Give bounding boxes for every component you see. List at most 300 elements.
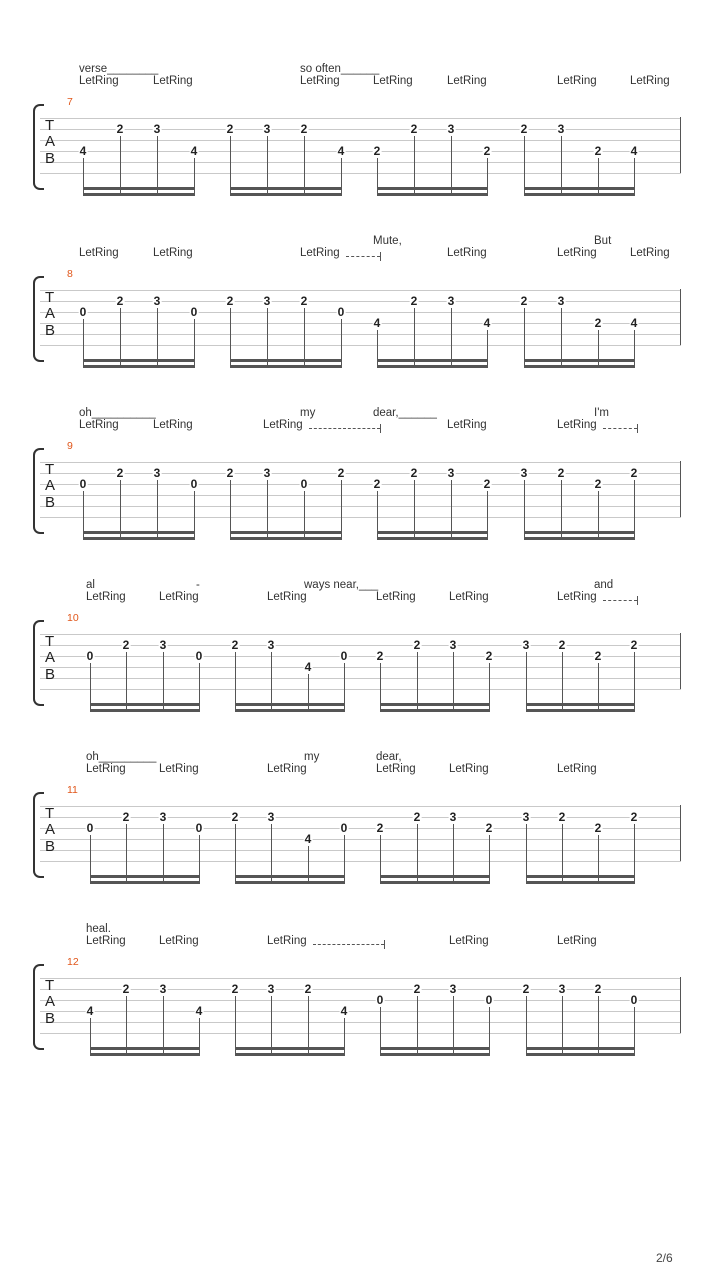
tab-clef-b: B xyxy=(45,322,56,339)
lyric-text: verse________ xyxy=(79,63,159,75)
note-stem xyxy=(451,136,452,196)
fret-number: 2 xyxy=(231,638,239,652)
fret-number: 2 xyxy=(630,638,638,652)
beam xyxy=(377,193,488,196)
note-stem xyxy=(230,480,231,540)
beam xyxy=(380,703,490,706)
measure-number: 12 xyxy=(67,956,79,968)
note-stem xyxy=(487,491,488,540)
staff-string-line xyxy=(40,312,681,313)
note-stem xyxy=(83,491,84,540)
note-stem xyxy=(90,1018,91,1056)
beam xyxy=(235,703,345,706)
fret-number: 3 xyxy=(522,638,530,652)
tab-clef-b: B xyxy=(45,838,56,855)
note-stem xyxy=(598,996,599,1056)
fret-number: 2 xyxy=(122,982,130,996)
fret-number: 4 xyxy=(190,144,198,158)
fret-number: 0 xyxy=(190,477,198,491)
note-stem xyxy=(163,824,164,884)
beam xyxy=(377,187,488,190)
fret-number: 4 xyxy=(195,1004,203,1018)
let-ring-label: LetRing xyxy=(449,763,489,775)
fret-number: 2 xyxy=(413,810,421,824)
tab-clef-t: T xyxy=(45,977,55,994)
bar-line xyxy=(680,977,681,1033)
beam xyxy=(380,1047,490,1050)
fret-number: 0 xyxy=(340,649,348,663)
fret-number: 2 xyxy=(485,821,493,835)
fret-number: 4 xyxy=(483,316,491,330)
note-stem xyxy=(377,491,378,540)
fret-number: 3 xyxy=(449,638,457,652)
let-ring-label: LetRing xyxy=(300,247,340,259)
note-stem xyxy=(414,480,415,540)
fret-number: 2 xyxy=(410,122,418,136)
note-stem xyxy=(341,158,342,196)
staff-string-line xyxy=(40,634,681,635)
measure-number: 8 xyxy=(67,268,73,280)
fret-number: 4 xyxy=(373,316,381,330)
beam xyxy=(90,703,200,706)
fret-number: 3 xyxy=(449,982,457,996)
fret-number: 3 xyxy=(263,122,271,136)
fret-number: 3 xyxy=(267,810,275,824)
note-stem xyxy=(235,652,236,712)
note-stem xyxy=(267,480,268,540)
fret-number: 4 xyxy=(630,144,638,158)
tab-clef-b: B xyxy=(45,150,56,167)
let-ring-label: LetRing xyxy=(153,419,193,431)
fret-number: 0 xyxy=(195,821,203,835)
fret-number: 2 xyxy=(116,122,124,136)
fret-number: 0 xyxy=(300,477,308,491)
fret-number: 3 xyxy=(447,466,455,480)
fret-number: 2 xyxy=(520,294,528,308)
let-ring-extension-line xyxy=(603,420,637,429)
staff-string-line xyxy=(40,817,681,818)
fret-number: 4 xyxy=(304,660,312,674)
fret-number: 0 xyxy=(630,993,638,1007)
note-stem xyxy=(524,308,525,368)
staff-bracket xyxy=(33,104,44,190)
fret-number: 4 xyxy=(630,316,638,330)
fret-number: 2 xyxy=(122,638,130,652)
measure-number: 10 xyxy=(67,612,79,624)
beam xyxy=(377,531,488,534)
note-stem xyxy=(120,136,121,196)
let-ring-label: LetRing xyxy=(557,591,597,603)
note-stem xyxy=(526,996,527,1056)
let-ring-label: LetRing xyxy=(79,419,119,431)
note-stem xyxy=(598,835,599,884)
let-ring-label: LetRing xyxy=(376,763,416,775)
beam xyxy=(83,537,195,540)
note-stem xyxy=(598,330,599,368)
note-stem xyxy=(126,996,127,1056)
fret-number: 2 xyxy=(300,294,308,308)
fret-number: 0 xyxy=(79,305,87,319)
lyric-text: and xyxy=(594,579,614,591)
fret-number: 2 xyxy=(413,638,421,652)
note-stem xyxy=(487,330,488,368)
note-stem xyxy=(83,319,84,368)
staff-string-line xyxy=(40,301,681,302)
staff-string-line xyxy=(40,506,681,507)
note-stem xyxy=(453,652,454,712)
let-ring-label: LetRing xyxy=(159,935,199,947)
fret-number: 0 xyxy=(190,305,198,319)
beam xyxy=(230,537,342,540)
tab-clef-a: A xyxy=(45,133,56,150)
tab-clef-a: A xyxy=(45,993,56,1010)
note-stem xyxy=(126,824,127,884)
note-stem xyxy=(120,480,121,540)
fret-number: 2 xyxy=(485,649,493,663)
note-stem xyxy=(380,835,381,884)
let-ring-extension-line xyxy=(313,936,384,945)
note-stem xyxy=(83,158,84,196)
note-stem xyxy=(308,674,309,712)
fret-number: 2 xyxy=(226,294,234,308)
note-stem xyxy=(417,652,418,712)
staff-string-line xyxy=(40,118,681,119)
staff-string-line xyxy=(40,1011,681,1012)
tab-clef-t: T xyxy=(45,805,55,822)
note-stem xyxy=(417,996,418,1056)
fret-number: 2 xyxy=(594,144,602,158)
tab-clef-a: A xyxy=(45,649,56,666)
staff-bracket xyxy=(33,964,44,1050)
note-stem xyxy=(308,996,309,1056)
let-ring-extension-line xyxy=(309,420,380,429)
fret-number: 0 xyxy=(86,821,94,835)
note-stem xyxy=(271,996,272,1056)
note-stem xyxy=(157,480,158,540)
lyric-text: ways near,___ xyxy=(304,579,379,591)
tab-system xyxy=(0,751,720,923)
note-stem xyxy=(267,136,268,196)
beam xyxy=(235,881,345,884)
note-stem xyxy=(487,158,488,196)
note-stem xyxy=(199,1018,200,1056)
staff-string-line xyxy=(40,806,681,807)
note-stem xyxy=(634,652,635,712)
fret-number: 3 xyxy=(449,810,457,824)
beam xyxy=(90,1047,200,1050)
staff-string-line xyxy=(40,473,681,474)
let-ring-label: LetRing xyxy=(86,591,126,603)
note-stem xyxy=(598,158,599,196)
fret-number: 3 xyxy=(557,122,565,136)
fret-number: 2 xyxy=(594,477,602,491)
lyric-text: oh__________ xyxy=(79,407,156,419)
staff-string-line xyxy=(40,151,681,152)
staff-string-line xyxy=(40,290,681,291)
lyric-text: I'm xyxy=(594,407,609,419)
bar-line xyxy=(680,117,681,173)
fret-number: 2 xyxy=(594,316,602,330)
fret-number: 3 xyxy=(447,294,455,308)
fret-number: 0 xyxy=(79,477,87,491)
let-ring-label: LetRing xyxy=(557,935,597,947)
tab-system xyxy=(0,407,720,579)
let-ring-label: LetRing xyxy=(267,591,307,603)
lyric-text: my xyxy=(300,407,316,419)
note-stem xyxy=(271,824,272,884)
staff-string-line xyxy=(40,978,681,979)
fret-number: 2 xyxy=(630,810,638,824)
staff-string-line xyxy=(40,484,681,485)
note-stem xyxy=(524,480,525,540)
fret-number: 2 xyxy=(594,821,602,835)
staff-bracket xyxy=(33,620,44,706)
measure-number: 7 xyxy=(67,96,73,108)
staff-string-line xyxy=(40,129,681,130)
let-ring-label: LetRing xyxy=(153,247,193,259)
note-stem xyxy=(561,480,562,540)
let-ring-label: LetRing xyxy=(557,419,597,431)
fret-number: 3 xyxy=(159,810,167,824)
let-ring-label: LetRing xyxy=(557,763,597,775)
tab-clef-t: T xyxy=(45,633,55,650)
beam xyxy=(83,359,195,362)
note-stem xyxy=(194,491,195,540)
beam xyxy=(526,709,635,712)
note-stem xyxy=(380,663,381,712)
fret-number: 4 xyxy=(304,832,312,846)
fret-number: 0 xyxy=(337,305,345,319)
staff-bracket xyxy=(33,276,44,362)
bar-line xyxy=(680,461,681,517)
staff-string-line xyxy=(40,495,681,496)
note-stem xyxy=(414,136,415,196)
let-ring-label: LetRing xyxy=(79,247,119,259)
beam xyxy=(377,365,488,368)
note-stem xyxy=(380,1007,381,1056)
fret-number: 2 xyxy=(594,649,602,663)
note-stem xyxy=(199,835,200,884)
lyric-text: dear,______ xyxy=(373,407,437,419)
note-stem xyxy=(417,824,418,884)
fret-number: 2 xyxy=(630,466,638,480)
tab-clef-a: A xyxy=(45,305,56,322)
beam xyxy=(230,531,342,534)
note-stem xyxy=(157,308,158,368)
staff-string-line xyxy=(40,861,681,862)
note-stem xyxy=(194,158,195,196)
let-ring-label: LetRing xyxy=(267,935,307,947)
beam xyxy=(230,365,342,368)
note-stem xyxy=(194,319,195,368)
staff-string-line xyxy=(40,1000,681,1001)
tab-clef-a: A xyxy=(45,477,56,494)
staff-string-line xyxy=(40,1022,681,1023)
staff-string-line xyxy=(40,334,681,335)
fret-number: 3 xyxy=(520,466,528,480)
staff-string-line xyxy=(40,645,681,646)
lyric-text: al xyxy=(86,579,95,591)
let-ring-label: LetRing xyxy=(159,591,199,603)
note-stem xyxy=(344,835,345,884)
fret-number: 2 xyxy=(337,466,345,480)
fret-number: 3 xyxy=(267,982,275,996)
fret-number: 2 xyxy=(410,466,418,480)
beam xyxy=(83,187,195,190)
note-stem xyxy=(304,308,305,368)
tab-system xyxy=(0,235,720,407)
fret-number: 0 xyxy=(195,649,203,663)
fret-number: 3 xyxy=(153,122,161,136)
tab-system xyxy=(0,923,720,1095)
note-stem xyxy=(235,996,236,1056)
beam xyxy=(90,881,200,884)
note-stem xyxy=(489,663,490,712)
let-ring-label: LetRing xyxy=(557,75,597,87)
beam xyxy=(235,1047,345,1050)
beam xyxy=(235,875,345,878)
beam xyxy=(380,1053,490,1056)
beam xyxy=(90,875,200,878)
note-stem xyxy=(451,480,452,540)
staff-string-line xyxy=(40,323,681,324)
tab-clef-b: B xyxy=(45,666,56,683)
staff-string-line xyxy=(40,689,681,690)
staff-string-line xyxy=(40,517,681,518)
let-ring-label: LetRing xyxy=(86,763,126,775)
beam xyxy=(235,709,345,712)
note-stem xyxy=(634,824,635,884)
note-stem xyxy=(598,491,599,540)
note-stem xyxy=(308,846,309,884)
beam xyxy=(526,881,635,884)
beam xyxy=(90,709,200,712)
note-stem xyxy=(344,663,345,712)
let-ring-label: LetRing xyxy=(267,763,307,775)
note-stem xyxy=(489,835,490,884)
fret-number: 2 xyxy=(558,638,566,652)
note-stem xyxy=(235,824,236,884)
fret-number: 0 xyxy=(485,993,493,1007)
lyric-text: dear, xyxy=(376,751,402,763)
tab-system xyxy=(0,63,720,235)
fret-number: 3 xyxy=(447,122,455,136)
let-ring-extension-line xyxy=(603,592,637,601)
lyric-text: oh_________ xyxy=(86,751,157,763)
fret-number: 2 xyxy=(300,122,308,136)
fret-number: 2 xyxy=(557,466,565,480)
beam xyxy=(90,1053,200,1056)
bar-line xyxy=(680,633,681,689)
let-ring-label: LetRing xyxy=(263,419,303,431)
beam xyxy=(524,531,635,534)
beam xyxy=(524,187,635,190)
fret-number: 0 xyxy=(86,649,94,663)
fret-number: 2 xyxy=(522,982,530,996)
fret-number: 2 xyxy=(226,122,234,136)
fret-number: 2 xyxy=(373,144,381,158)
note-stem xyxy=(562,652,563,712)
note-stem xyxy=(163,996,164,1056)
lyric-text: my xyxy=(304,751,320,763)
note-stem xyxy=(120,308,121,368)
fret-number: 3 xyxy=(159,982,167,996)
fret-number: 2 xyxy=(116,466,124,480)
let-ring-label: LetRing xyxy=(79,75,119,87)
staff-string-line xyxy=(40,462,681,463)
note-stem xyxy=(562,996,563,1056)
staff-string-line xyxy=(40,989,681,990)
note-stem xyxy=(526,824,527,884)
note-stem xyxy=(157,136,158,196)
beam xyxy=(377,537,488,540)
staff-bracket xyxy=(33,448,44,534)
note-stem xyxy=(451,308,452,368)
note-stem xyxy=(524,136,525,196)
note-stem xyxy=(561,136,562,196)
note-stem xyxy=(230,308,231,368)
fret-number: 3 xyxy=(153,466,161,480)
note-stem xyxy=(90,835,91,884)
fret-number: 3 xyxy=(263,466,271,480)
beam xyxy=(380,875,490,878)
tab-system xyxy=(0,579,720,751)
beam xyxy=(526,1053,635,1056)
staff-string-line xyxy=(40,656,681,657)
note-stem xyxy=(90,663,91,712)
staff-string-line xyxy=(40,678,681,679)
note-stem xyxy=(304,136,305,196)
beam xyxy=(83,365,195,368)
let-ring-label: LetRing xyxy=(447,247,487,259)
staff-string-line xyxy=(40,828,681,829)
note-stem xyxy=(377,158,378,196)
note-stem xyxy=(453,996,454,1056)
bar-line xyxy=(680,289,681,345)
lyric-text: heal. xyxy=(86,923,111,935)
note-stem xyxy=(344,1018,345,1056)
tab-clef-t: T xyxy=(45,117,55,134)
fret-number: 2 xyxy=(376,649,384,663)
note-stem xyxy=(526,652,527,712)
note-stem xyxy=(126,652,127,712)
beam xyxy=(83,193,195,196)
fret-number: 2 xyxy=(520,122,528,136)
note-stem xyxy=(163,652,164,712)
beam xyxy=(524,365,635,368)
staff-string-line xyxy=(40,173,681,174)
beam xyxy=(380,709,490,712)
fret-number: 4 xyxy=(79,144,87,158)
tab-clef-b: B xyxy=(45,494,56,511)
fret-number: 2 xyxy=(226,466,234,480)
fret-number: 2 xyxy=(558,810,566,824)
tab-clef-b: B xyxy=(45,1010,56,1027)
fret-number: 0 xyxy=(376,993,384,1007)
tab-clef-t: T xyxy=(45,289,55,306)
let-ring-label: LetRing xyxy=(447,75,487,87)
let-ring-extension-line xyxy=(346,248,380,257)
lyric-text: so often______ xyxy=(300,63,380,75)
beam xyxy=(524,359,635,362)
staff-string-line xyxy=(40,839,681,840)
let-ring-label: LetRing xyxy=(630,75,670,87)
let-ring-label: LetRing xyxy=(376,591,416,603)
fret-number: 2 xyxy=(413,982,421,996)
fret-number: 3 xyxy=(263,294,271,308)
fret-number: 2 xyxy=(376,821,384,835)
note-stem xyxy=(562,824,563,884)
